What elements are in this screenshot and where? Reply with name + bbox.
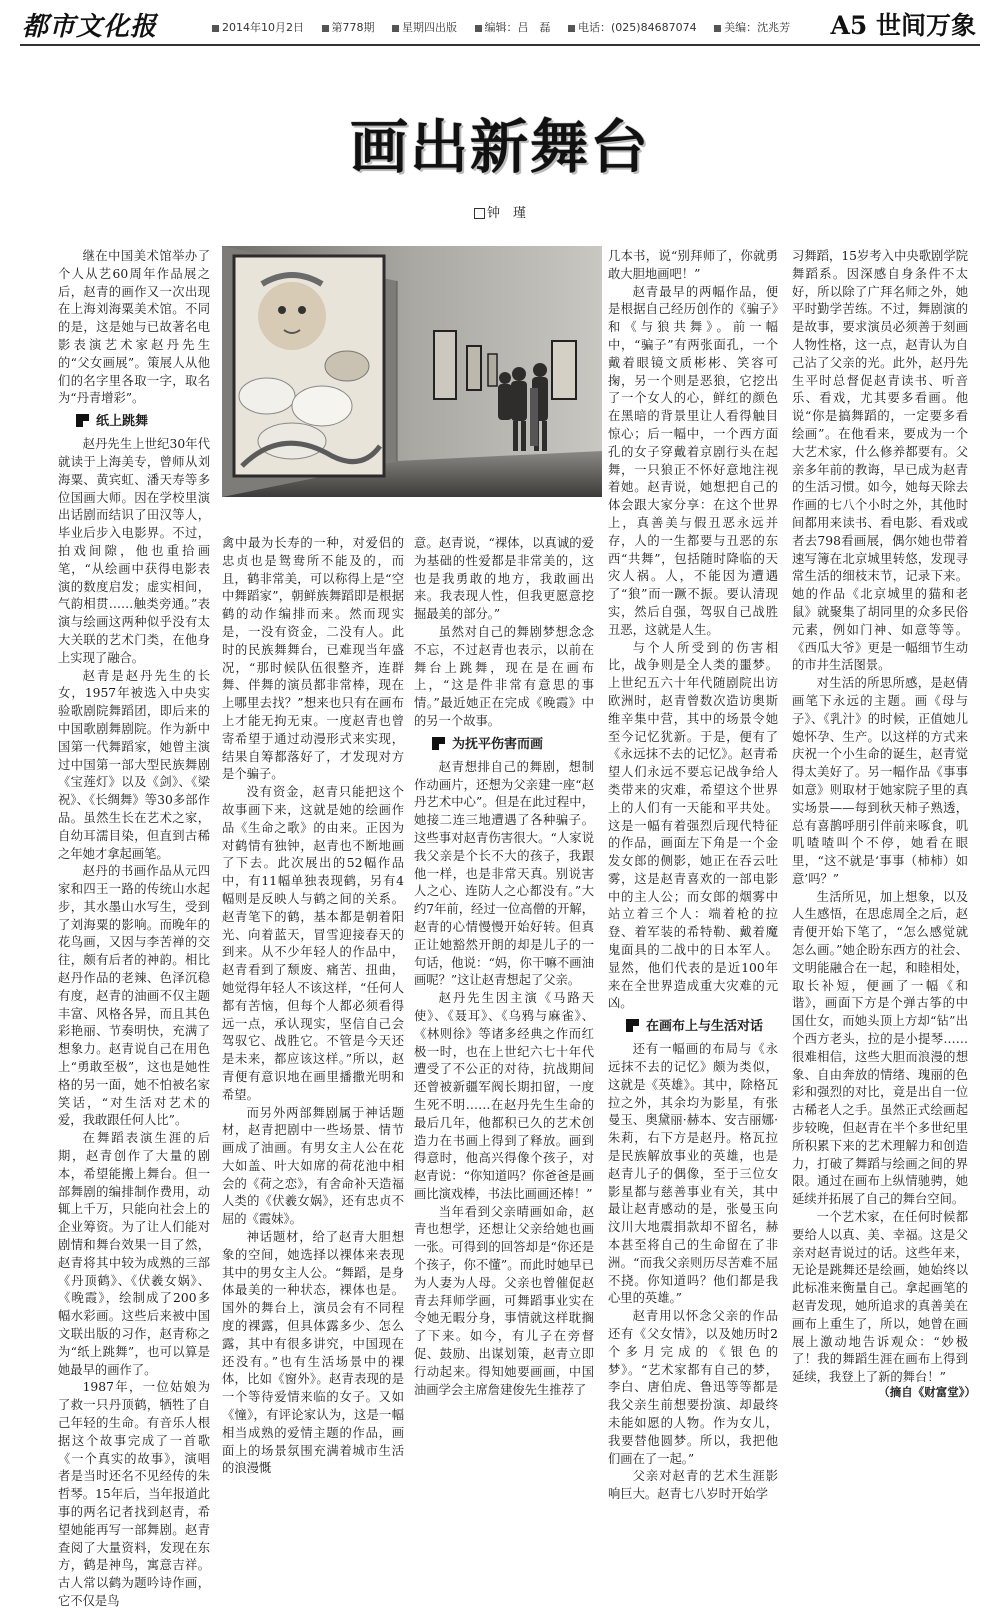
section-marker-icon: [76, 414, 89, 427]
square-bullet-icon: [322, 25, 329, 32]
article-byline: [0, 202, 1000, 221]
issue-number: 第778期: [331, 21, 375, 34]
article-column-4: [608, 248, 778, 1502]
paragraph: 虽然对自己的舞剧梦想念念不忘，不过赵青也表示，以前在舞台上跳舞，现在是在画布上，“这是件非常有意思的事情。”最近她正在完成《晚霞》中的另一个故事。: [414, 624, 594, 728]
paragraph: 赵青用以怀念父亲的作品还有《父女情》，以及她历时2个多月完成的《银色的梦》。“艺术家都有自己的梦，李白、唐伯虎、鲁迅等等都是我父亲生前想要扮演、却最终未能如愿的人物。作为女儿，我要替他圆梦。所以，我把他们画在了一起。”: [608, 1309, 778, 1466]
paragraph: 禽中最为长寿的一种，对爱侣的忠贞也是鸳鸯所不能及的，而且，鹤非常美，可以称得上是“空中舞蹈家”，朝鲜族舞蹈即是根据鹤的动作编排而来。然而现实是，一没有资金，二没有人。此时的民族舞舞台，已难现当年盛况，“那时候队伍很整齐，连群舞、伴舞的演员都非常棒，现在上哪里去找？”想来也只有在画布上才能无拘无束。一度赵青也曾寄希望于通过动漫形式来实现，结果自筹都落好了，才发现对方是个骗子。: [222, 536, 404, 782]
paragraph: 神话题材，给了赵青大胆想象的空间，她选择以裸体来表现其中的男女主人公。“舞蹈，是身体最美的一种状态，裸体也是。国外的舞台上，演员会有不同程度的裸露，但具体露多少、怎么露，其中有很多讲究，中国现在还没有。”也有生活场景中的裸体，比如《窗外》。赵青表现的是一个等待爱情来临的女子。又如《憧》，有评论家认为，这是一幅相当成熟的爱情主题的作品，画面上的场景氛围充满着城市生活的浪漫慨: [222, 1230, 404, 1476]
paragraph: 意。赵青说，“裸体，以真诚的爱为基础的性爱都是非常美的，这也是我勇敢的地方，我敢画出来。我表现人性，但我更愿意挖掘最美的部分。”: [414, 536, 594, 622]
paragraph: 父亲对赵青的艺术生涯影响巨大。赵青七八岁时开始学: [608, 1469, 778, 1502]
masthead: [0, 0, 1000, 48]
paragraph: 与个人所受到的伤害相比，战争则是全人类的噩梦。上世纪五六十年代随剧院出访欧洲时，赵青曾数次造访奥斯维辛集中营，其中的场景令她至今记忆犹新。于是，便有了《永远抹不去的记忆》。赵青希望人们永远不要忘记战争给人类带来的灾难，希望这个世界上的人们有一天能和平共处。这是一幅有着强烈后现代特征的作品，画面左下角是一个金发女郎的侧影，她正在吞云吐雾，这是赵青喜欢的一部电影中的主人公；而女郎的烟雾中站立着三个人：端着枪的拉登、着军装的希特勒、戴着魔鬼面具的二战中的日本军人。显然，他们代表的是近100年来在全世界造成重大灾难的元凶。: [608, 640, 778, 1011]
masthead-rule: [20, 44, 980, 46]
paragraph: 继在中国美术馆举办了个人从艺60周年作品展之后，赵青的画作又一次出现在上海刘海粟美术馆。不同的是，这是她与已故著名电影表演艺术家赵丹先生的“父女画展”。策展人从他们的名字里各取一字，取名为“丹青增彩”。: [58, 249, 210, 406]
designer-credit: 美编：沈兆芳: [724, 21, 791, 34]
paragraph: 几本书，说“别拜师了，你就勇敢大胆地画吧！”: [608, 249, 778, 281]
paragraph: 还有一幅画的布局与《永远抹不去的记忆》颇为类似，这就是《英雄》。其中，除格瓦拉之外，其余均为影星，有张曼玉、奥黛丽·赫本、安吉丽娜·朱莉，右下方是赵丹。格瓦拉是民族解放事业的英雄，也是赵青儿子的偶像，至于三位女影星都与慈善事业有关，其中最让赵青感动的是，张曼玉向汶川大地震捐款却不留名，赫本甚至将自己的生命留在了非洲。“而我父亲则历尽苦难不屈不挠。你知道吗？他们都是我心里的英雄。”: [608, 1042, 778, 1306]
subheading-text: 纸上跳舞: [96, 414, 149, 430]
subheading: [414, 735, 594, 755]
paragraph: 习舞蹈，15岁考入中央歌剧学院舞蹈系。因深感自身条件不太好，所以除了广拜名师之外，她平时勤学苦练。不过，舞剧演的是故事，要求演员必须善于刻画人物性格，这一点，赵青认为自己沾了父亲的光。此外，赵丹先生平时总督促赵青读书、听音乐、看戏，尤其要多看画。他说“你是搞舞蹈的，一定要多看绘画”。在他看来，要成为一个大艺术家，什么修养都要有。父亲多年前的教诲，早已成为赵青的生活习惯。如今，她每天除去作画的七八个小时之外，其他时间都用来读书、看电影、看戏或者去798看画展，偶尔她也带着速写簿在北京城里转悠，发现寻常生活的细枝末节，记录下来。她的作品《北京城里的猫和老鼠》就聚集了胡同里的众多民俗元素，例如门神、如意等等。《西瓜大爷》更是一幅细节生动的市井生活图景。: [792, 249, 968, 673]
byline-box-icon: [474, 208, 485, 219]
square-bullet-icon: [392, 25, 399, 32]
editor-credit: 编辑：吕 磊: [484, 21, 551, 34]
paragraph: 在舞蹈表演生涯的后期，赵青创作了大量的剧本，希望能搬上舞台。但一部舞剧的编排制作费用，动辄上千万，只能向社会上的企业筹资。为了让人们能对剧情和舞台效果一目了然，赵青将其中较为成熟的三部《丹顶鹤》、《伏羲女娲》、《晚霞》，绘制成了200多幅水彩画。这些后来被中国文联出版的习作，赵青称之为“纸上跳舞”，也可以算是她最早的画作了。: [58, 1131, 210, 1377]
article-column-2: [222, 535, 404, 1476]
paragraph: 赵青最早的两幅作品，便是根据自己经历创作的《骗子》和《与狼共舞》。前一幅中，“骗子”有两张面孔，一个戴着眼镜文质彬彬、笑容可掬，另一个则是恶狼，它挖出了一个女人的心，鲜红的颜色在黑暗的背景里让人看得触目惊心；后一幅中，一个西方面孔的女子穿戴着京剧行头在起舞，一只狼正不怀好意地注视着她。赵青说，她想把自己的体会跟大家分享：在这个世界上，真善美与假丑恶永远并存，人的一生都要与丑恶的东西“共舞”，包括随时降临的天灾人祸。人，不能因为遭遇了“狼”而一蹶不振。要认清现实，然后自强，驾驭自己战胜丑恶，这就是人生。: [608, 284, 778, 637]
subheading-text: 为抚平伤害而画: [452, 736, 544, 752]
square-bullet-icon: [714, 25, 721, 32]
paragraph: 赵丹的书画作品从元四家和四王一路的传统山水起步，其水墨山水写生，受到了刘海粟的影响。而晚年的花鸟画，又因与李苦禅的交往，颇有后者的神韵。相比赵丹作品的老辣、色泽沉稳有度，赵青的油画不仅主题丰富、风格各异，而且其色彩艳丽、节奏明快，充满了想象力。赵青说自己在用色上“勇敢至极”，这也是她性格的另一面，她不怕被名家笑话，“对生活对艺术的爱，我敢跟任何人比”。: [58, 864, 210, 1128]
paragraph: 而另外两部舞剧属于神话题材，赵青把剧中一些场景、情节画成了油画。有男女主人公在花大如盖、叶大如席的荷花池中相会的《荷之恋》，有舍命补天造福人类的《伏羲女娲》，还有忠贞不屈的《霞妹》。: [222, 1105, 404, 1227]
article-column-3: [414, 535, 594, 1398]
source-credit: （摘自《财富堂》）: [878, 1385, 976, 1399]
article-column-1: [58, 248, 210, 1608]
article-column-5: [792, 248, 968, 1385]
article-photo: [222, 246, 602, 497]
paragraph: 一个艺术家，在任何时候都要给人以真、美、幸福。这是父亲对赵青说过的话。这些年来，无论是跳舞还是绘画，她始终以此标准来衡量自己。拿起画笔的赵青发现，她所追求的真善美在画布上重生了，所以，她曾在画展上激动地告诉观众：“妙极了！我的舞蹈生涯在画布上得到延续，我登上了新的舞台！”: [792, 1210, 968, 1385]
paragraph: 生活所见，加上想象，以及人生感悟，在思虑周全之后，赵青便开始下笔了，“怎么感觉就怎么画。”她企盼东西方的社会、文明能融合在一起，和睦相处，取长补短，便画了一幅《和谐》，画面下方是个弹古筝的中国仕女，而她头顶上方却“钻”出个西方老头，拉的是小提琴……很难相信，这些大胆而浪漫的想象、自由奔放的情绪、瑰丽的色彩和强烈的对比，竟是出自一位古稀老人之手。虽然正式绘画起步较晚，但赵青在半个多世纪里所积累下来的艺术理解力和创造力，打破了舞蹈与绘画之间的界限。通过在画布上纵情驰骋，她延续并拓展了自己的舞台空间。: [792, 889, 968, 1207]
article-title: 画出新舞台: [349, 113, 650, 181]
paragraph: 赵青想排自己的舞剧，想制作动画片，还想为父亲建一座“赵丹艺术中心”。但是在此过程中，她接二连三地遭遇了各种骗子。这些事对赵青伤害很大。“人家说我父亲是个长不大的孩子，我跟他一样，也是非常天真。别说害人之心、连防人之心都没有。”大约7年前，经过一位高僧的开解，赵青的心情慢慢开始好转。但真正让她豁然开朗的却是儿子的一句话，他说：“妈，你干嘛不画油画呢？”这让赵青想起了父亲。: [414, 759, 594, 988]
square-bullet-icon: [475, 25, 482, 32]
gallery-photo-illustration: [222, 246, 602, 497]
subheading: [58, 412, 210, 432]
paragraph: 对生活的所思所感，是赵倩画笔下永远的主题。画《母与子》、《乳汁》的时候，正值她儿媳怀孕、生产。以这样的方式来庆祝一个小生命的诞生，赵青觉得太美好了。另一幅作品《事事如意》则取材于她家院子里的真实场景——每到秋天柿子熟透，总有喜鹊呼朋引伴前来啄食，叽叽喳喳叫个不停，她看在眼里，“这不就是‘事事（柿柿）如意’吗？”: [792, 676, 968, 886]
paragraph: 赵丹先生上世纪30年代就读于上海美专，曾师从刘海粟、黄宾虹、潘天寿等多位国画大师。因在学校里演出话剧而结识了田汉等人，毕业后步入电影界。不过，拍戏间隙，他也重拾画笔，“从绘画中获得电影表演的数度启发；虚实相间，气韵相贯……触类旁通。”表演与绘画这两种似乎没有太大关联的艺术门类，在他身上实现了融合。: [58, 437, 210, 665]
section-marker-icon: [432, 737, 445, 750]
paragraph: 1987年，一位姑娘为了救一只丹顶鹤，牺牲了自己年轻的生命。有音乐人根据这个故事完成了一首歌《一个真实的故事》，演唱者是当时还名不见经传的朱哲琴。15年后，当年报道此事的两名记者找到赵青，希望她能再写一部舞剧。赵青查阅了大量资料，发现在东方，鹤是神鸟，寓意吉祥。古人常以鹤为题吟诗作画，它不仅是鸟: [58, 1380, 210, 1608]
issue-date: 2014年10月2日: [222, 21, 304, 34]
paragraph: 赵青是赵丹先生的长女，1957年被选入中央实验歌剧院舞蹈团，即后来的中国歌剧舞剧院。作为新中国第一代舞蹈家，她曾主演过中国第一部大型民族舞剧《宝莲灯》以及《剑》、《梁祝》、《长绸舞》等30多部作品。虽然生长在艺术之家，自幼耳濡目染，但直到古稀之年她才拿起画笔。: [58, 668, 210, 861]
author-name: 钟 瑾: [486, 206, 526, 221]
issue-info: [212, 19, 804, 35]
paragraph: 没有资金，赵青只能把这个故事画下来，这就是她的绘画作品《生命之歌》的由来。正因为对鹤情有独钟，赵青也不断地画了下去。此次展出的52幅作品中，有11幅单独表现鹤，另有4幅则是反映人与鹤之间的关系。赵青笔下的鹤，基本都是朝着阳光、向着蓝天，冒雪迎接春天的到来。从不少年轻人的作品中，赵青看到了颓废、痛苦、扭曲，她觉得年轻人不该这样，“任何人都有苦恼，但每个人都必须看得远一点，承认现实，坚信自己会驾驭它、战胜它。不管是今天还是未来，都应该这样。”所以，赵青便有意识地在画里播撒光明和希望。: [222, 785, 404, 1102]
paragraph: 当年看到父亲晴画如命，赵青也想学，还想让父亲给她也画一张。可得到的回答却是“你还是个孩子，你不懂”。而此时她早已为人妻为人母。父亲也曾催促赵青去拜师学画，可舞蹈事业实在令她无暇分身，事情就这样耽搁了下来。如今，有儿子在旁督促、鼓励、出谋划策，赵青立即行动起来。得知她要画画，中国油画学会主席詹建俊先生推荐了: [414, 1204, 594, 1397]
paragraph: 赵丹先生因主演《马路天使》、《聂耳》、《乌鸦与麻雀》、《林则徐》等诸多经典之作而红极一时，也在上世纪六七十年代遭受了不公正的对待，抗战期间还曾被新疆军阀长期扣留，一度生死不明……在赵丹先生生命的最后几年，他都积已久的艺术创造力在书画上得到了释放。画到得意时，他高兴得像个孩子，对赵青说：“你知道吗？你爸爸是画画比演戏棒，书法比画画还棒！”: [414, 991, 594, 1201]
square-bullet-icon: [568, 25, 575, 32]
section-label: A5 世间万象: [830, 11, 976, 40]
subheading-text: 在画布上与生活对话: [646, 1019, 764, 1035]
section-marker-icon: [626, 1019, 639, 1032]
subheading: [608, 1017, 778, 1037]
newspaper-logo: 都市文化报: [22, 12, 158, 42]
phone-number: 电话：(025)84687074: [578, 21, 697, 34]
square-bullet-icon: [212, 25, 219, 32]
issue-weekday: 星期四出版: [402, 21, 457, 34]
